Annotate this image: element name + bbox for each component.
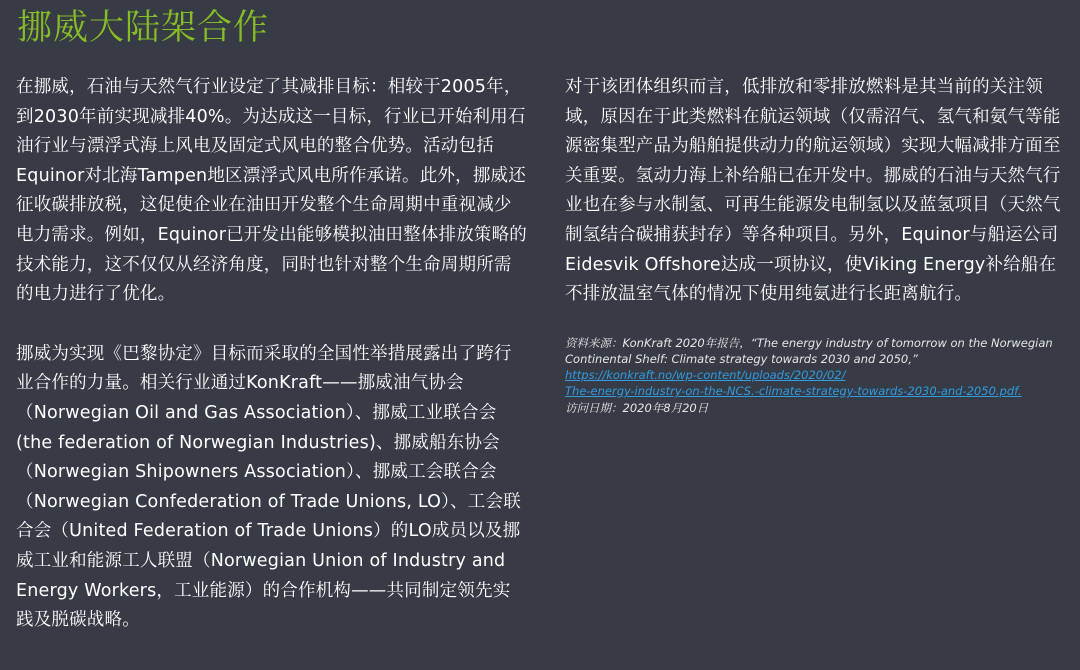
left-column (16, 73, 528, 636)
source-note (565, 335, 1070, 416)
source-citation: 资料来源：KonKraft 2020年报告，“The energy industry of tomorrow on the Norwegian Continental Shelf: Climate strategy towards 2030 and 2050,” (565, 335, 1053, 366)
left-paragraph-2: 挪威为实现《巴黎协定》目标而采取的全国性举措展露出了跨行业合作的力量。相关行业通过KonKraft——挪威油气协会（Norwegian Oil and Gas Association）、挪威工业联合会(the federation of Norwegian Industries)、挪威船东协会（Norwegian Shipowners Association）、挪威工会联合会（Norwegian Confederation of Trade Unions, LO）、工会联合会（United Federation of Trade Unions）的LO成员以及挪威工业和能源工人联盟（Norwegian Union of Industry and Energy Workers，工业能源）的合作机构——共同制定领先实践及脱碳战略。 (16, 343, 521, 631)
page-title: 挪威大陆架合作 (17, 8, 270, 48)
source-link-part-2[interactable]: The-energy-industry-on-the-NCS.-climate-strategy-towards-2030-and-2050.pdf. (565, 384, 1022, 399)
left-paragraph-1: 在挪威，石油与天然气行业设定了其减排目标：相较于2005年，到2030年前实现减排40%。为达成这一目标，行业已开始利用石油行业与漂浮式海上风电及固定式风电的整合优势。活动包括Equinor对北海Tampen地区漂浮式风电所作承诺。此外，挪威还征收碳排放税，这促使企业在油田开发整个生命周期中重视减少电力需求。例如，Equinor已开发出能够模拟油田整体排放策略的技术能力，这不仅仅从经济角度，同时也针对整个生命周期所需的电力进行了优化。 (16, 77, 528, 305)
source-link-part-1[interactable]: https://konkraft.no/wp-content/uploads/2020/02/ (565, 368, 846, 383)
right-paragraph-1: 对于该团体组织而言，低排放和零排放燃料是其当前的关注领域，原因在于此类燃料在航运领域（仅需沼气、氢气和氨气等能源密集型产品为船舶提供动力的航运领域）实现大幅减排方面至关重要。氢动力海上补给船已在开发中。挪威的石油与天然气行业也在参与水制氢、可再生能源发电制氢以及蓝氢项目（天然气制氢结合碳捕获封存）等各种项目。另外，Equinor与船运公司Eidesvik Offshore达成一项协议，使Viking Energy补给船在不排放温室气体的情况下使用纯氨进行长距离航行。 (565, 77, 1061, 305)
access-date: 访问日期：2020年8月20日 (565, 400, 709, 415)
right-column (565, 73, 1070, 416)
